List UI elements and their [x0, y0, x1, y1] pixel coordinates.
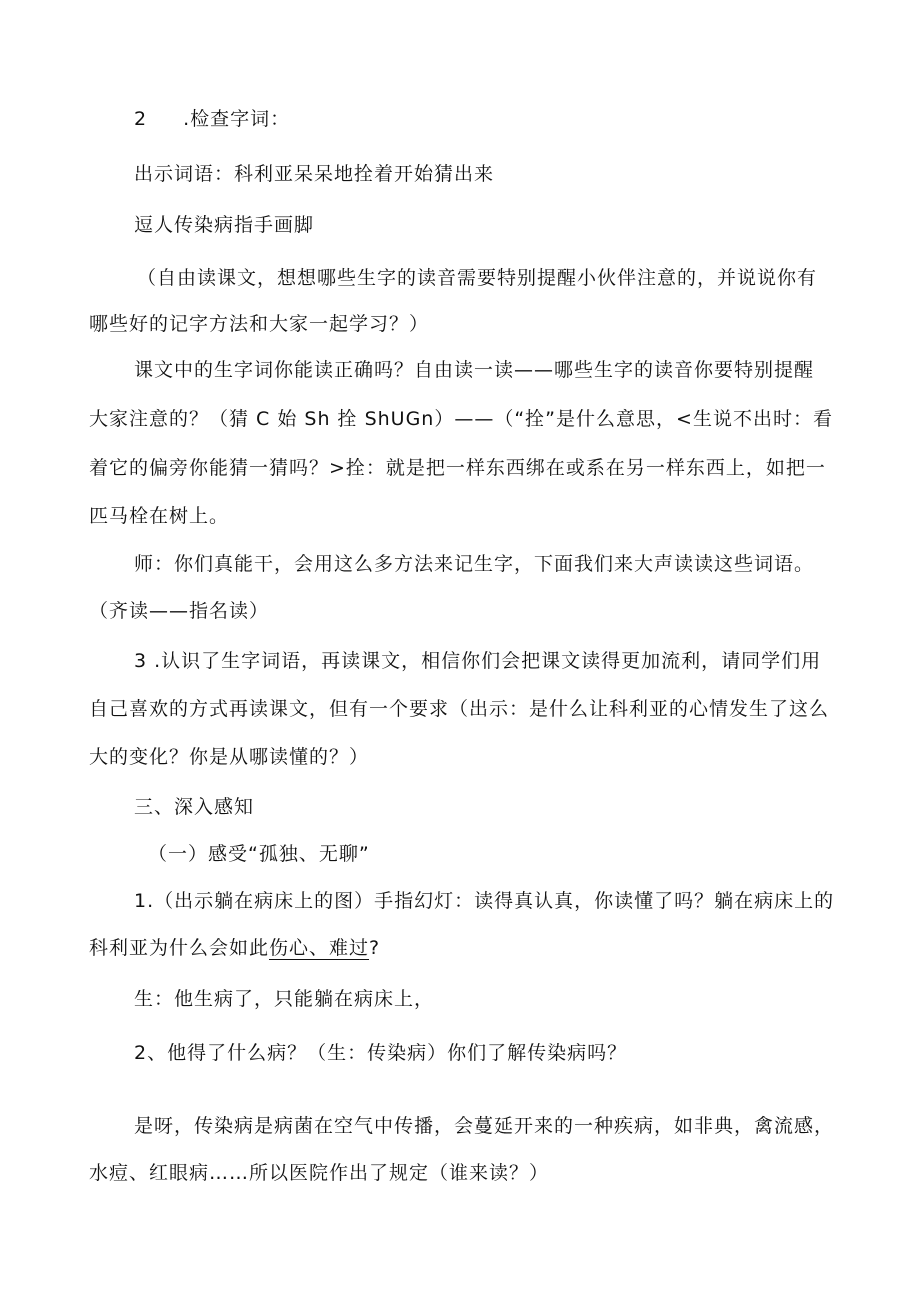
- para2-line-1: 课文中的生字词你能读正确吗？自由读一读——哪些生字的读音你要特别提醒: [134, 359, 815, 381]
- words-line-2: 逗人传染病指手画脚: [134, 214, 315, 236]
- para2-line-2: 大家注意的？（猜 C 始 Sh 拴 ShUGn）——（“拴”是什么意思，<生说不出时：看: [89, 408, 833, 430]
- para3-line-2: （齐读——指名读）: [89, 600, 270, 622]
- para5-line-1: 是呀，传染病是病菌在空气中传播，会蔓延开来的一种疾病，如非典，禽流感，: [134, 1115, 835, 1137]
- para1-line-2: 哪些好的记字方法和大家一起学习？）: [89, 313, 430, 335]
- heading-number: 2: [134, 108, 148, 130]
- question-mark: ?: [369, 937, 381, 959]
- para5-line-2: 水痘、红眼病……所以医院作出了规定（谁来读？）: [89, 1162, 550, 1184]
- heading-check-words: [134, 106, 290, 132]
- para4-line-1: 3 .认识了生字词语，再读课文，相信你们会把课文读得更加流利，请同学们用: [134, 650, 822, 672]
- question-1-line-1: 1.（出示躺在病床上的图）手指幻灯：读得真认真，你读懂了吗？躺在病床上的: [134, 890, 835, 912]
- para4-line-3: 大的变化？你是从哪读懂的？）: [89, 746, 370, 768]
- underlined-phrase: 伤心、难过: [269, 937, 370, 959]
- heading-text: .检查字词：: [183, 108, 291, 130]
- para1-line-1: （自由读课文，想想哪些生字的读音需要特别提醒小伙伴注意的，并说说你有: [137, 267, 818, 289]
- para2-line-4: 匹马栓在树上。: [89, 505, 230, 527]
- question-2: 2、他得了什么病？（生：传染病）你们了解传染病吗？: [134, 1042, 628, 1064]
- para2-line-3: 着它的偏旁你能猜一猜吗？>拴：就是把一样东西绑在或系在另一样东西上，如把一: [89, 457, 826, 479]
- subsection-1-title: （一）感受“孤独、无聊”: [148, 843, 370, 865]
- para3-line-1: 师：你们真能干，会用这么多方法来记生字，下面我们来大声读读这些词语。: [134, 553, 815, 575]
- question-1-text: 科利亚为什么会如此: [89, 937, 270, 959]
- para4-line-2: 自己喜欢的方式再读课文，但有一个要求（出示：是什么让科利亚的心情发生了这么: [89, 698, 830, 720]
- words-line-1: 出示词语：科利亚呆呆地拴着开始猜出来: [134, 163, 495, 185]
- answer-1: 生：他生病了，只能躺在病床上，: [134, 988, 435, 1010]
- question-1-line-2: [89, 935, 380, 961]
- section-3-title: 三、深入感知: [134, 796, 255, 818]
